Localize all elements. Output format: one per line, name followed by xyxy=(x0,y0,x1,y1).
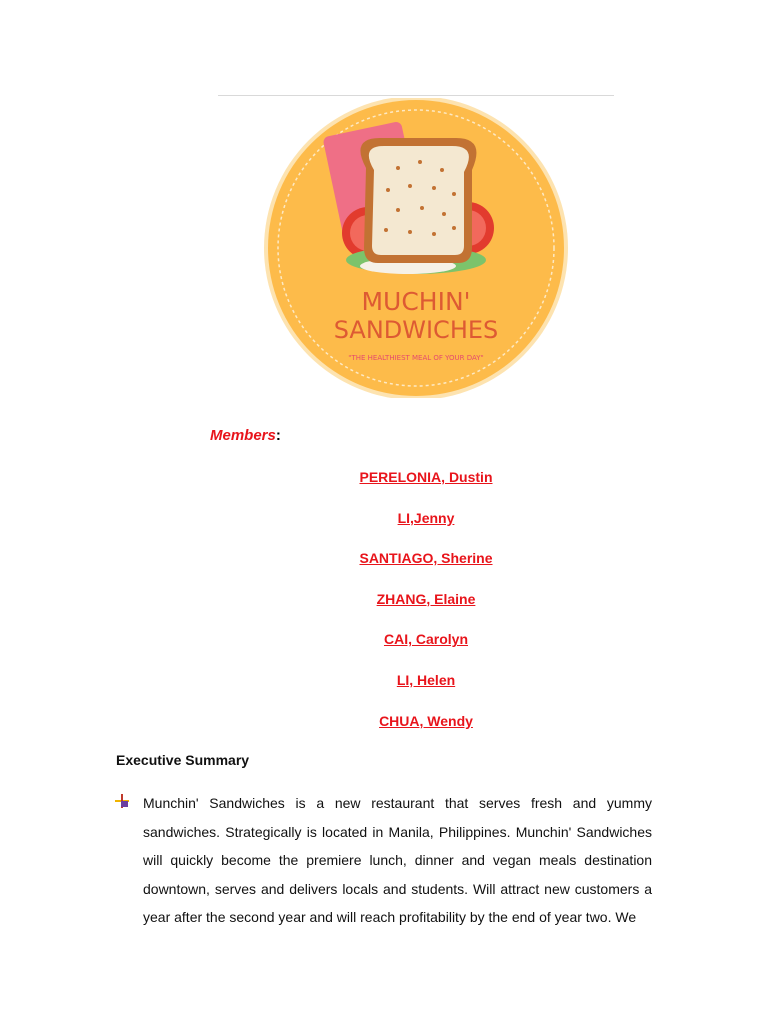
member-name[interactable]: SANTIAGO, Sherine xyxy=(359,550,493,567)
member-name[interactable]: LI,Jenny xyxy=(397,509,455,526)
member-list xyxy=(226,467,626,751)
executive-summary-heading: Executive Summary xyxy=(116,752,250,768)
logo-tagline: "THE HEALTHIEST MEAL OF YOUR DAY" xyxy=(348,354,484,362)
executive-summary-paragraph: Munchin' Sandwiches is a new restaurant that serves fresh and yummy sandwiches. Strategically is located in Manila, Philippines. Munchin' Sandwiches will quickly become the premiere lunch, dinner and vegan meals destination downtown, serves and delivers locals and students. Will attract new customers a year after the second year and will reach profitability by the end of year two. We xyxy=(143,795,652,925)
member-name[interactable]: ZHANG, Elaine xyxy=(376,590,476,607)
bullet-icon xyxy=(115,794,129,808)
muchin-sandwiches-logo xyxy=(258,98,578,398)
member-name[interactable]: LI, Helen xyxy=(396,671,456,688)
member-name[interactable]: CAI, Carolyn xyxy=(383,631,468,648)
top-divider xyxy=(218,95,614,96)
member-name[interactable]: CHUA, Wendy xyxy=(379,712,473,729)
members-heading xyxy=(210,427,281,444)
members-colon: : xyxy=(275,427,281,444)
logo-title-line2: SANDWICHES xyxy=(333,316,499,344)
member-name[interactable]: PERELONIA, Dustin xyxy=(359,469,493,485)
members-label-text: Members xyxy=(210,427,276,444)
logo-title-line1: MUCHIN' xyxy=(361,287,471,316)
